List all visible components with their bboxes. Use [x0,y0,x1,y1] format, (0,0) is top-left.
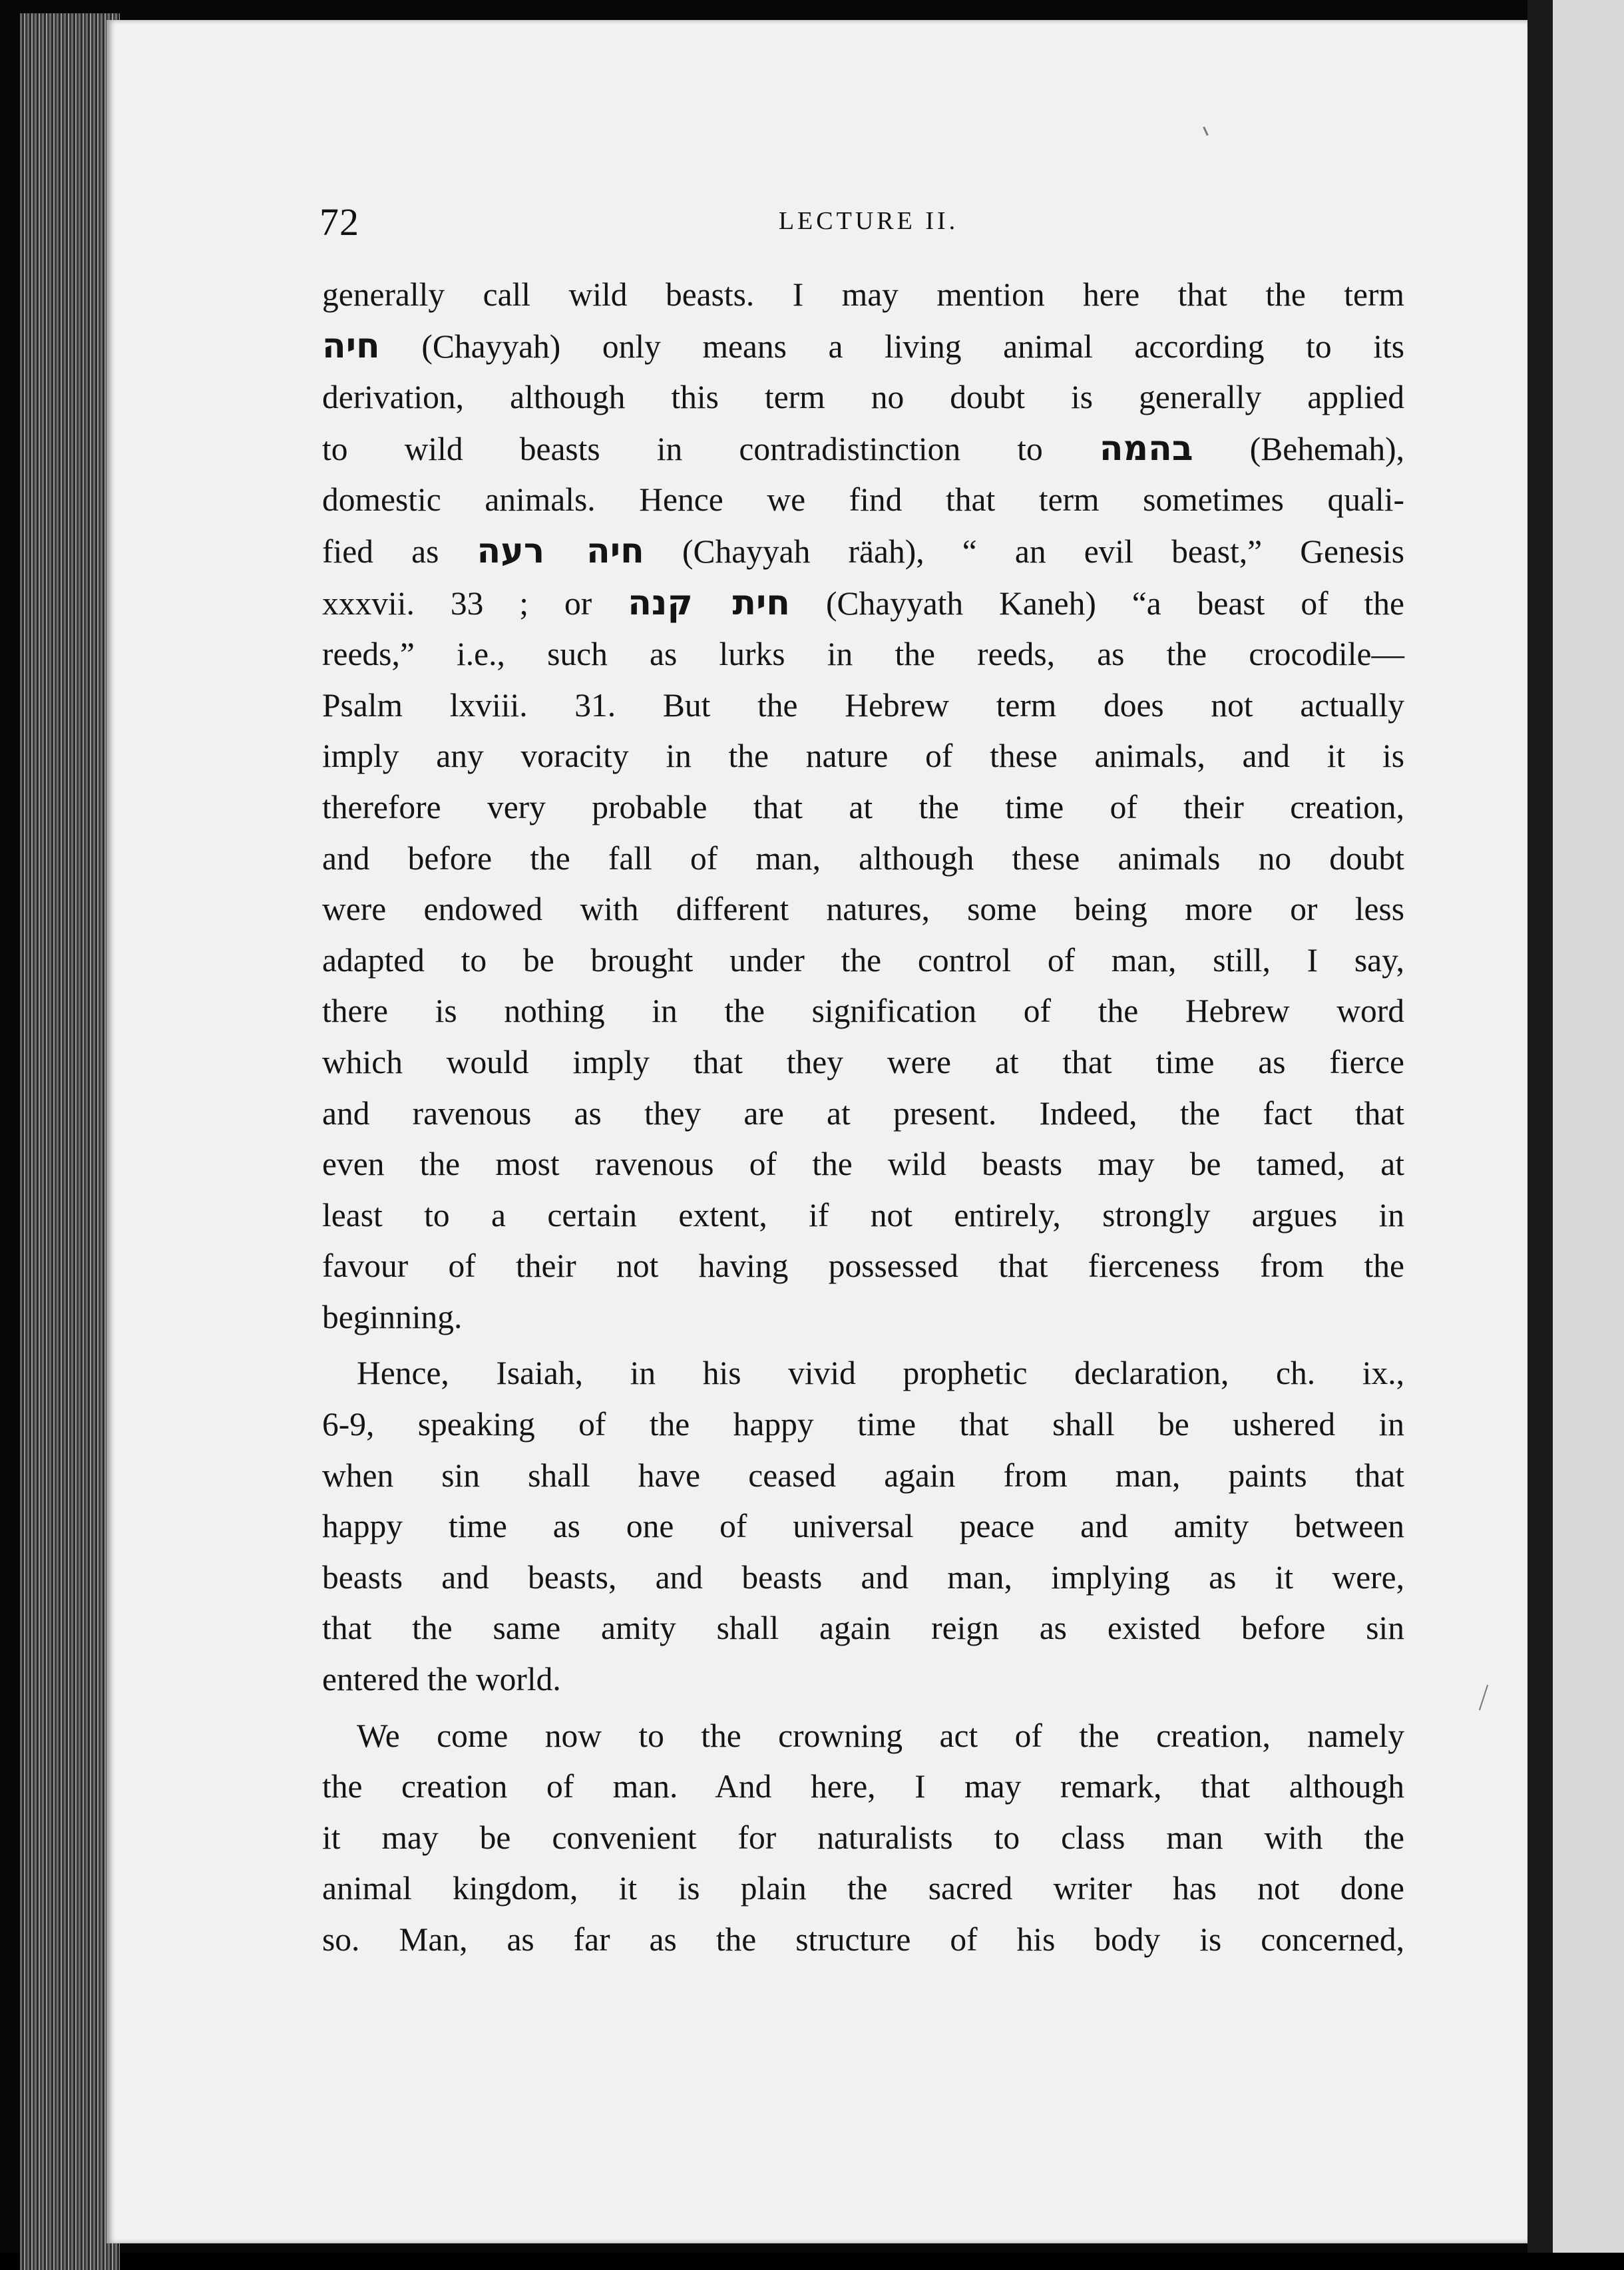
book-page-edges [20,13,120,2270]
text-line: generally call wild beasts. I may mention here that the term [322,276,1404,313]
text-line: adapted to be brought under the control of man, still, I say, [322,941,1404,979]
text-line: and ravenous as they are at present. Indeed, the fact that [322,1094,1404,1132]
text-line: happy time as one of universal peace and amity between [322,1508,1404,1545]
facing-page-edge [1553,0,1624,2253]
text-line: xxxvii. 33 ; or חית קנה (Chayyath Kaneh) “a beast of the [322,582,1404,623]
paragraph-1 [322,270,1404,1343]
text-line: domestic animals. Hence we find that term sometimes quali- [322,481,1404,519]
paragraph-3 [322,1711,1404,1966]
text-line: Hence, Isaiah, in his vivid prophetic declaration, ch. ix., [357,1355,1404,1392]
text-line: least to a certain extent, if not entirely, strongly argues in [322,1196,1404,1234]
page-number: 72 [319,200,359,244]
text-line: to wild beasts in contradistinction to בהמה (Behemah), [322,428,1404,469]
text-line: Psalm lxviii. 31. But the Hebrew term does not actually [322,686,1404,724]
text-line: there is nothing in the signification of the Hebrew word [322,993,1404,1030]
text-line: derivation, although this term no doubt is generally applied [322,379,1404,416]
text-line: and before the fall of man, although these animals no doubt [322,839,1404,877]
text-line: 6-9, speaking of the happy time that shall be ushered in [322,1406,1404,1443]
text-line: imply any voracity in the nature of these animals, and it is [322,738,1404,775]
text-line: animal kingdom, it is plain the sacred writer has not done [322,1870,1404,1907]
text-line: so. Man, as far as the structure of his body is concerned, [322,1921,1404,1958]
text-line: it may be convenient for naturalists to class man with the [322,1819,1404,1856]
running-head: LECTURE II. [778,207,959,235]
text-line: the creation of man. And here, I may remark, that although [322,1768,1404,1805]
text-line: that the same amity shall again reign as existed before sin [322,1610,1404,1647]
text-line: We come now to the crowning act of the creation, namely [357,1717,1404,1754]
text-line: which would imply that they were at that time as fierce [322,1043,1404,1080]
text-line: חיה (Chayyah) only means a living animal according to its [322,326,1404,366]
text-line: reeds,” i.e., such as lurks in the reeds, as the crocodile— [322,636,1404,673]
binding-shadow [1527,0,1553,2253]
text-line: favour of their not having possessed that fierceness from the [322,1248,1404,1285]
page-header [319,200,1418,253]
body-text [322,270,1404,1966]
text-line: were endowed with different natures, some being more or less [322,891,1404,928]
text-line: when sin shall have ceased again from man, paints that [322,1457,1404,1494]
text-line: even the most ravenous of the wild beasts may be tamed, at [322,1146,1404,1183]
text-line: therefore very probable that at the time of their creation, [322,788,1404,825]
text-line: beasts and beasts, and beasts and man, implying as it were, [322,1558,1404,1596]
text-line: beginning. [322,1298,463,1335]
text-line: entered the world. [322,1661,561,1698]
paragraph-2 [322,1348,1404,1705]
text-line: fied as חיה רעה (Chayyah räah), “ an evil beast,” Genesis [322,531,1405,571]
